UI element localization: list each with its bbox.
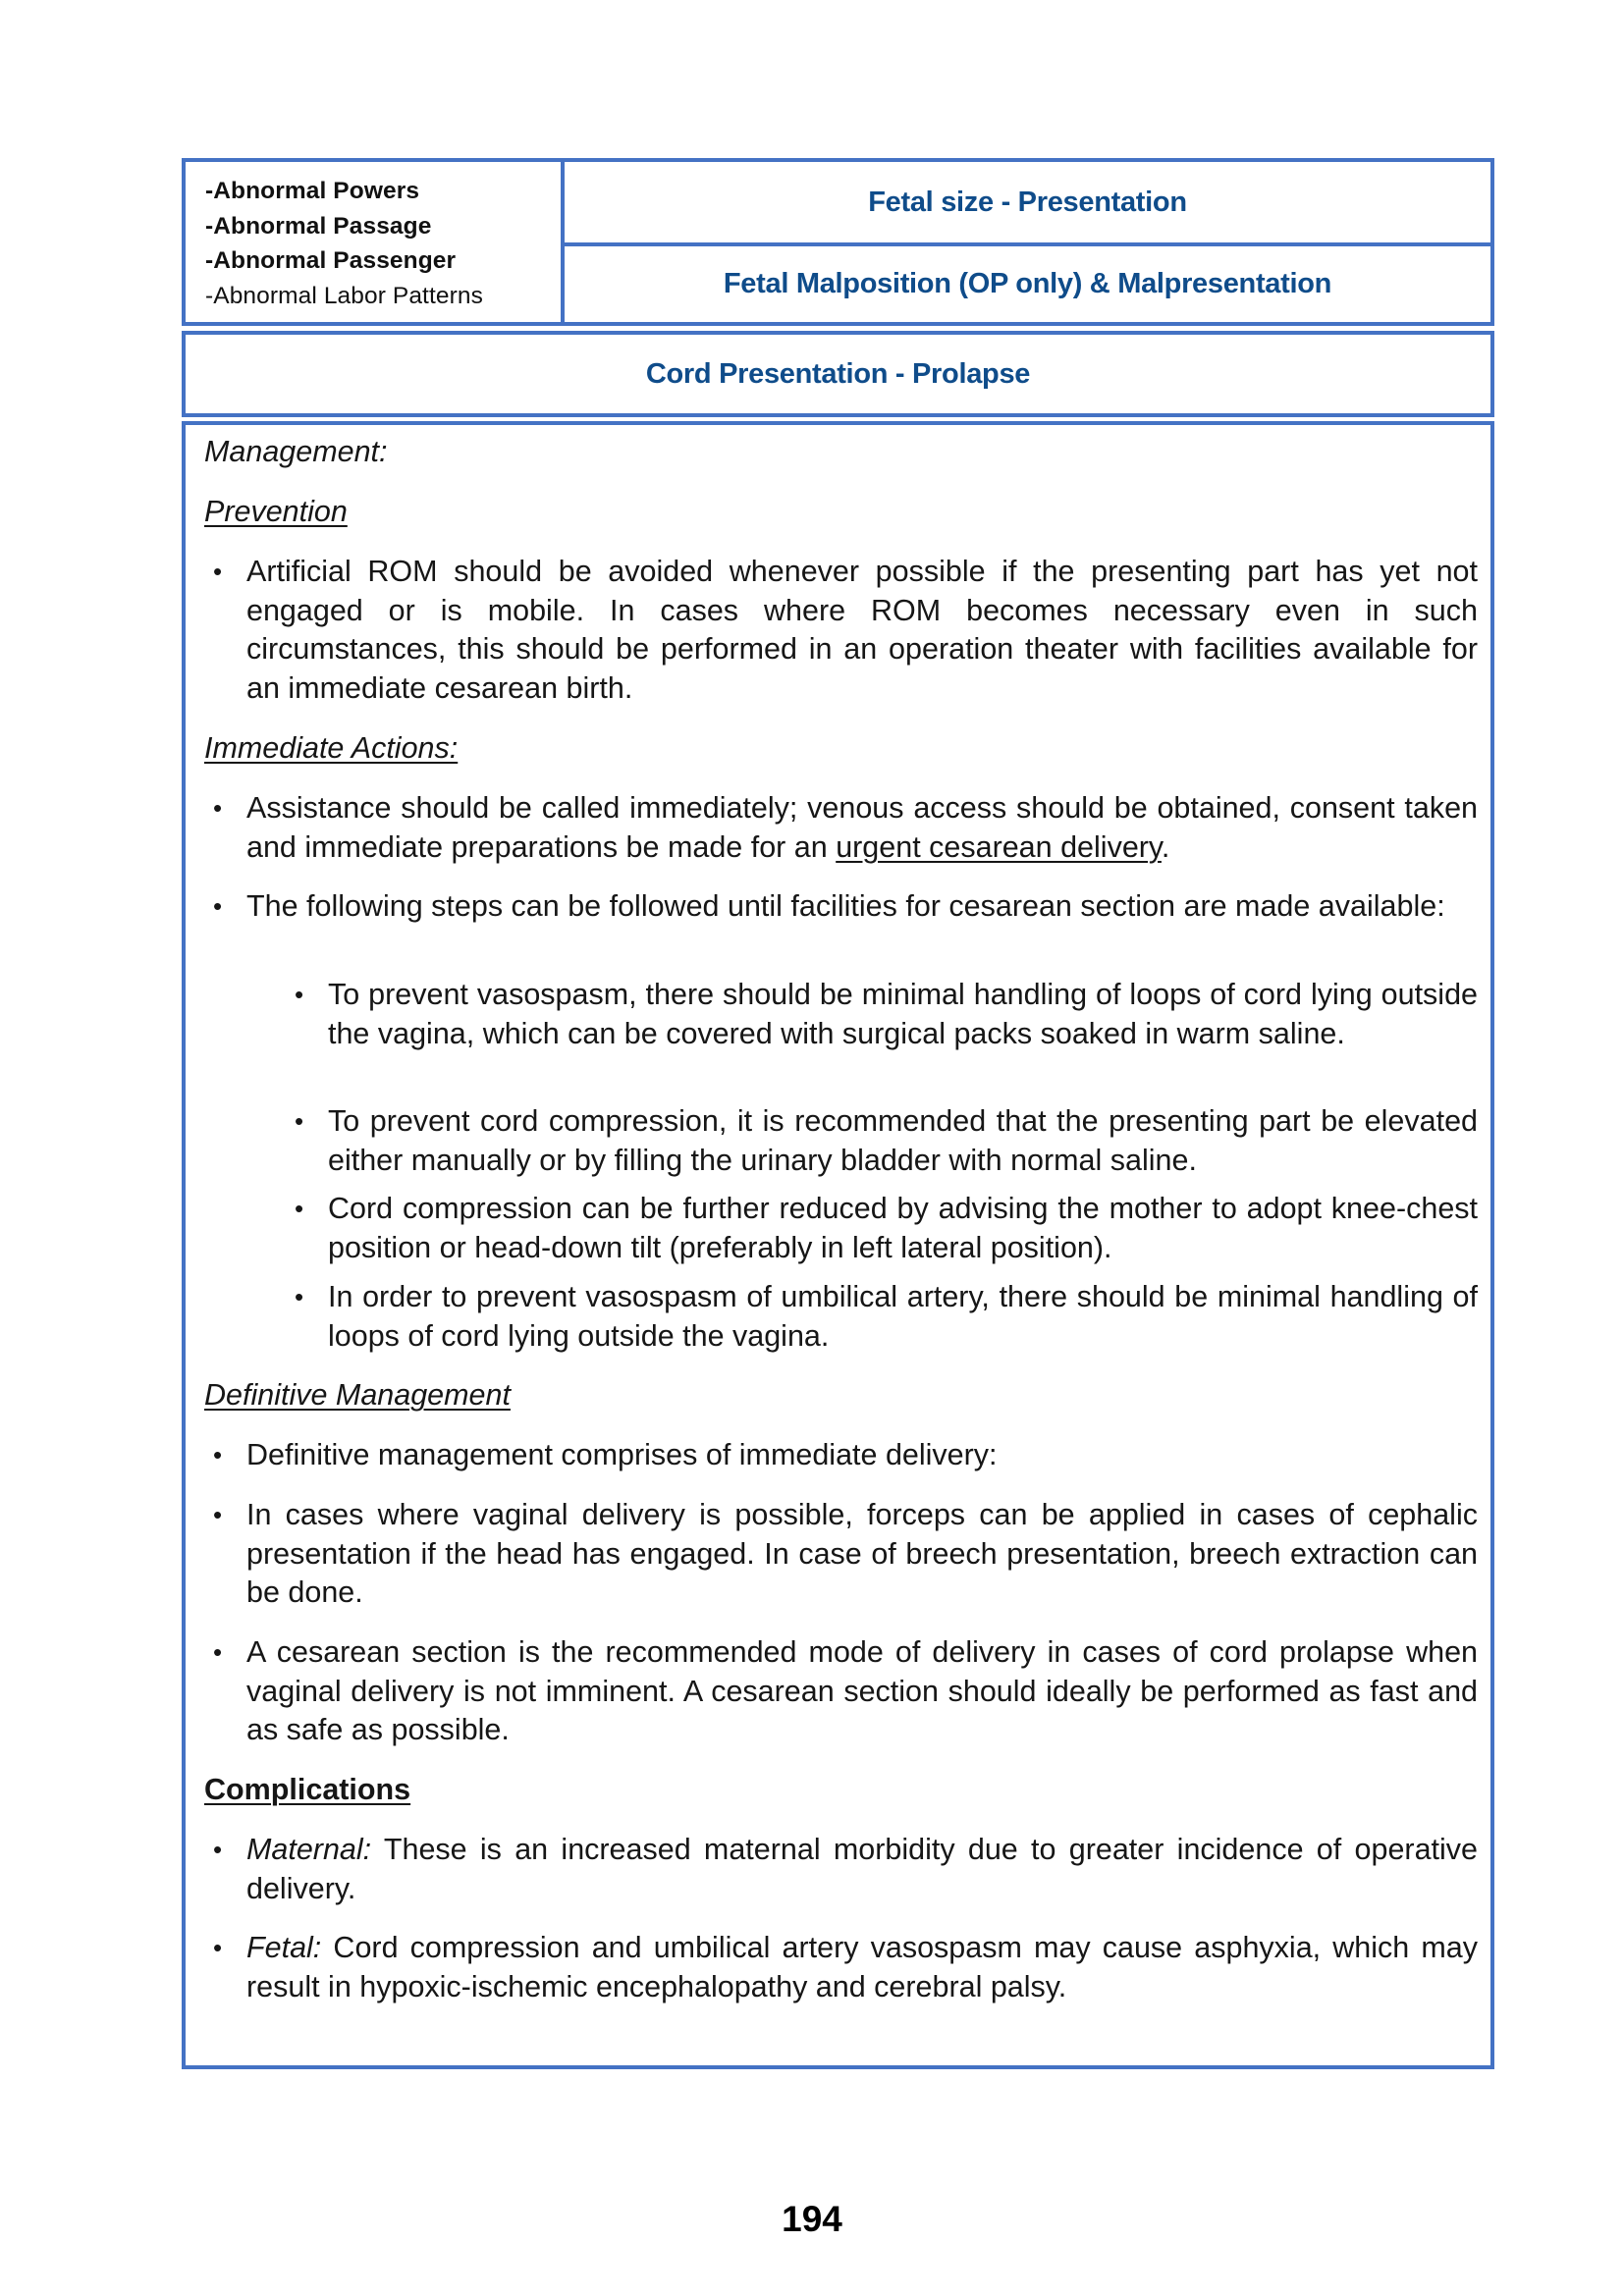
category-abnormal-passenger: -Abnormal Passenger (205, 247, 457, 274)
sub-bullet-4: In order to prevent vasospasm of umbilical artery, there should be minimal handling of loops of cord lying outside the vagina. (328, 1280, 1478, 1353)
immediate-bullet-2: The following steps can be followed until facilities for cesarean section are made available: (246, 889, 1445, 923)
bullet-icon: • (213, 1835, 223, 1864)
complication-fetal (246, 1929, 1478, 2006)
header-right-cells (565, 162, 1490, 322)
content-box (182, 421, 1494, 2069)
bullet-icon: • (213, 1933, 223, 1962)
fetal-label: Fetal: (246, 1931, 322, 1964)
category-abnormal-labor-patterns: -Abnormal Labor Patterns (205, 282, 483, 309)
maternal-text: These is an increased maternal morbidity due to greater incidence of operative delivery. (246, 1833, 1478, 1905)
sub-bullet-3: Cord compression can be further reduced by advising the mother to adopt knee-chest position or head-down tilt (preferably in left lateral position). (328, 1192, 1478, 1264)
immediate-actions-heading: Immediate Actions: (204, 731, 459, 765)
urgent-cesarean-link: urgent cesarean delivery (836, 829, 1162, 864)
section-title-malposition-text: Fetal Malposition (OP only) & Malpresentation (723, 268, 1332, 299)
section-title-fetal-size-text: Fetal size - Presentation (868, 186, 1187, 218)
page-number: 194 (782, 2199, 842, 2239)
definitive-bullet-3: A cesarean section is the recommended mode of delivery in cases of cord prolapse when vaginal delivery is not imminent. A cesarean section should ideally be performed as fast and as safe as possible. (246, 1635, 1478, 1746)
sub-bullet-1: To prevent vasospasm, there should be minimal handling of loops of cord lying outside the vagina, which can be covered with surgical packs soaked in warm saline. (328, 978, 1478, 1050)
immediate-bullet-1-end: . (1161, 829, 1170, 864)
bullet-icon: • (213, 891, 223, 921)
fetal-text: Cord compression and umbilical artery vasospasm may cause asphyxia, which may result in hypoxic-ischemic encephalopathy and cerebral palsy. (246, 1931, 1478, 2003)
immediate-bullet-1-text: Assistance should be called immediately; venous access should be obtained, consent taken and immediate preparations be made for an (246, 791, 1478, 864)
bullet-icon: • (295, 980, 304, 1009)
category-abnormal-powers: -Abnormal Powers (205, 178, 420, 204)
prevention-heading: Prevention (204, 495, 348, 528)
category-abnormal-passage: -Abnormal Passage (205, 212, 432, 240)
bullet-icon: • (213, 1440, 223, 1469)
section-title-fetal-size (565, 162, 1490, 246)
prevention-bullet-1: Artificial ROM should be avoided whenever possible if the presenting part has yet not engaged or is mobile. In cases where ROM becomes necessary even in such circumstances, this should be performed in an operation theater with facilities available for an immediate cesarean birth. (246, 555, 1478, 705)
bullet-icon: • (213, 1637, 223, 1667)
definitive-management-heading: Definitive Management (204, 1378, 511, 1412)
bullet-icon: • (213, 1500, 223, 1529)
management-label: Management: (204, 435, 388, 468)
complication-maternal (246, 1831, 1478, 1908)
definitive-bullet-1: Definitive management comprises of immediate delivery: (246, 1438, 998, 1471)
complications-heading: Complications (204, 1773, 411, 1806)
bullet-icon: • (295, 1282, 304, 1311)
topic-title: Cord Presentation - Prolapse (645, 357, 1031, 390)
bullet-icon: • (213, 793, 223, 823)
definitive-bullet-2: In cases where vaginal delivery is possible, forceps can be applied in cases of cephalic presentation if the head has engaged. In case of breech presentation, breech extraction can be done. (246, 1498, 1478, 1609)
category-list (186, 162, 565, 322)
section-title-malposition (565, 246, 1490, 322)
bullet-icon: • (295, 1106, 304, 1136)
header-table (182, 158, 1494, 326)
immediate-bullet-1 (246, 789, 1478, 867)
maternal-label: Maternal: (246, 1833, 372, 1866)
bullet-icon: • (213, 557, 223, 586)
sub-bullet-2: To prevent cord compression, it is recommended that the presenting part be elevated either manually or by filling the urinary bladder with normal saline. (328, 1104, 1478, 1177)
bullet-icon: • (295, 1194, 304, 1223)
topic-title-box (182, 331, 1494, 417)
